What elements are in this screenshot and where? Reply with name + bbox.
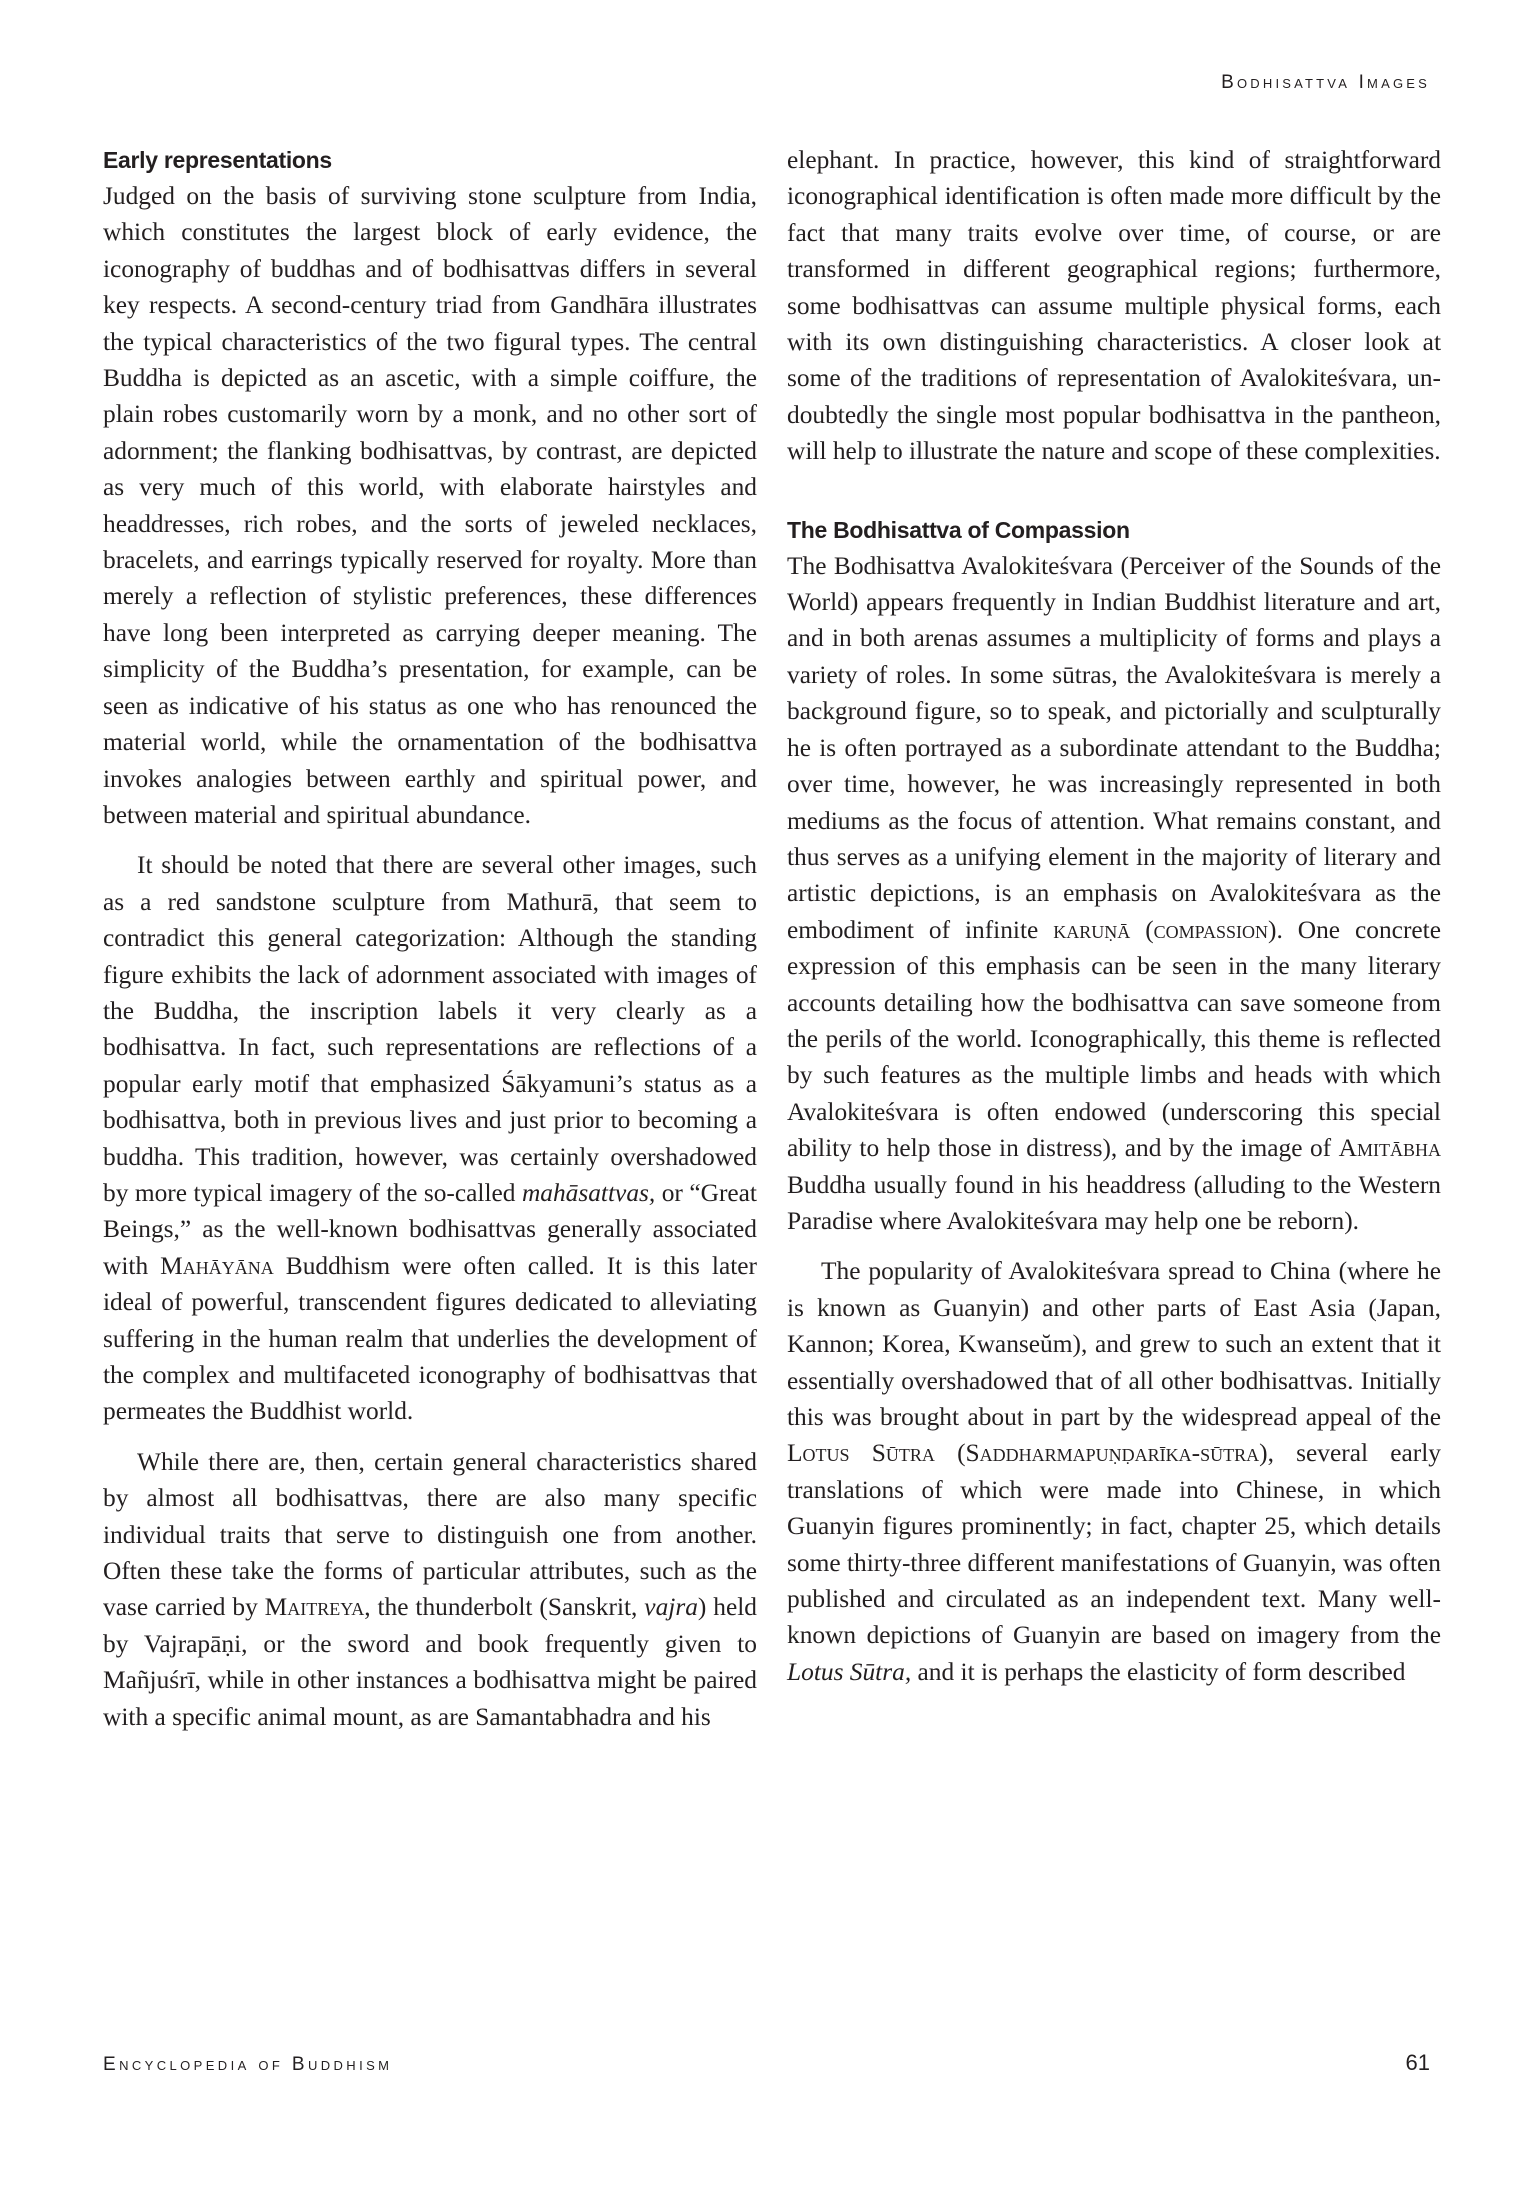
cross-reference-link[interactable]: Mahāyāna	[160, 1251, 274, 1280]
paragraph: It should be noted that there are several other images, such as a red sandstone sculpture from Mathurā, that seem to contradict this general categorization: Although the standing figure exhibits the lack of adornment associated with images of the Buddha, the inscription labels it very clearly as a bodhisattva. In fact, such representations are reflections of a popular early motif that emphasized Śākyamuni’s status as a bodhisattva, both in previous lives and just prior to becoming a buddha. This tradition, however, was certainly overshadowed by more typical imagery of the so-called mahāsattvas, or “Great Beings,” as the well-known bodhisattvas generally associated with Mahāyāna Buddhism were often called. It is this later ideal of powerful, transcendent figures dedicated to alleviating suffering in the human realm that underlies the development of the complex and multifaceted iconography of bodhisattvas that permeates the Buddhist world.	[103, 851, 757, 1426]
cross-reference-link[interactable]: Lotus Sūtra (Saddharmapuṇḍarīka-sūtra)	[787, 1439, 1268, 1468]
right-column	[787, 142, 1441, 1690]
italic-term: Lotus Sūtra,	[787, 1657, 912, 1686]
cross-reference-link[interactable]: Maitreya	[264, 1593, 365, 1622]
section-heading-early-representations: Early representations	[103, 147, 332, 173]
cross-reference-link[interactable]: Amitābha	[1338, 1134, 1441, 1163]
cross-reference-link[interactable]: karuṇā (compassion)	[1053, 915, 1277, 944]
paragraph: The Bodhisattva Avalokiteśvara (Perceiver of the Sounds of the World) appears frequently in Indian Buddhist literature and art, and in both arenas assumes a multiplicity of forms and plays a variety of roles. In some sūtras, the Avalokiteśvara is merely a background figure, so to speak, and pictorially and sculpturally he is often portrayed as a subordinate attendant to the Buddha; over time, however, he was increasingly represented in both mediums as the focus of attention. What remains constant, and thus serves as a unifying element in the majority of literary and artistic depictions, is an emphasis on Avalokiteśvara as the embodiment of infinite karuṇā (compassion). One concrete expression of this emphasis can be seen in the many literary accounts detailing how the bodhisattva can save someone from the perils of the world. Iconographically, this theme is reflected by such features as the multiple limbs and heads with which Avalokiteśvara is often endowed (underscoring this special ability to help those in distress), and by the image of Amitābha Buddha usually found in his headdress (alluding to the Western Paradise where Avalokiteśvara may help one be reborn).	[787, 551, 1441, 1235]
italic-term: mahāsattvas,	[521, 1178, 656, 1207]
italic-term: vajra	[644, 1593, 698, 1622]
left-column	[103, 142, 757, 1735]
running-head: Bodhisattva Images	[1221, 72, 1430, 93]
paragraph: While there are, then, certain general characteristics shared by almost all bodhisattvas, there are also many specific individual traits that serve to distinguish one from another. Often these take the forms of particular attributes, such as the vase carried by Maitreya, the thunderbolt (Sanskrit, vajra) held by Vajrapāṇi, or the sword and book frequently given to Mañjuśrī, while in other instances a bodhisattva might be paired with a specific animal mount, as are Samantabhadra and his	[103, 1447, 757, 1731]
section-heading-compassion: The Bodhisattva of Compassion	[787, 516, 1130, 543]
page-number: 61	[1405, 2050, 1430, 2075]
paragraph: Judged on the basis of surviving stone sculpture from India, which constitutes the largest block of early evidence, the iconography of buddhas and of bodhisattvas differs in several key respects. A second-century triad from Gandhāra illustrates the typical characteristics of the two figural types. The central Buddha is depicted as an ascetic, with a simple coiffure, the plain robes customarily worn by a monk, and no other sort of adornment; the flanking bodhisattvas, by contrast, are depicted as very much of this world, with elaborate hairstyles and headdresses, rich robes, and the sorts of jeweled necklaces, bracelets, and earrings typically reserved for royalty. More than merely a reflection of stylistic preferences, these differences have long been interpreted as carrying deeper meaning. The simplicity of the Buddha’s presentation, for example, can be seen as indicative of his status as one who has renounced the material world, while the ornamentation of the bodhisattva invokes analogies between earthly and spiritual power, and between material and spiritual abundance.	[103, 182, 757, 829]
paragraph-continuation: elephant. In practice, however, this kind of straightforward iconographical identification is often made more difficult by the fact that many traits evolve over time, of course, or are transformed in different geographical regions; furthermore, some bodhisattvas can assume multiple physical forms, each with its own distinguishing characteristics. A closer look at some of the traditions of representation of Avalokiteśvara, undoubtedly the single most popular bodhisattva in the pantheon, will help to illustrate the nature and scope of these complexities.	[787, 146, 1441, 466]
paragraph: The popularity of Avalokiteśvara spread to China (where he is known as Guanyin) and other parts of East Asia (Japan, Kannon; Korea, Kwanseŭm), and grew to such an extent that it essentially overshadowed that of all other bodhisattvas. Initially this was brought about in part by the widespread appeal of the Lotus Sūtra (Saddharmapuṇḍarīka-sūtra), several early translations of which were made into Chinese, in which Guanyin figures prominently; in fact, chapter 25, which details some thirty-three different manifestations of Guanyin, was often published and circulated as an independent text. Many well-known depictions of Guanyin are based on imagery from the Lotus Sūtra, and it is perhaps the elasticity of form described	[787, 1257, 1441, 1686]
footer-book-title: Encyclopedia of Buddhism	[103, 2054, 393, 2075]
